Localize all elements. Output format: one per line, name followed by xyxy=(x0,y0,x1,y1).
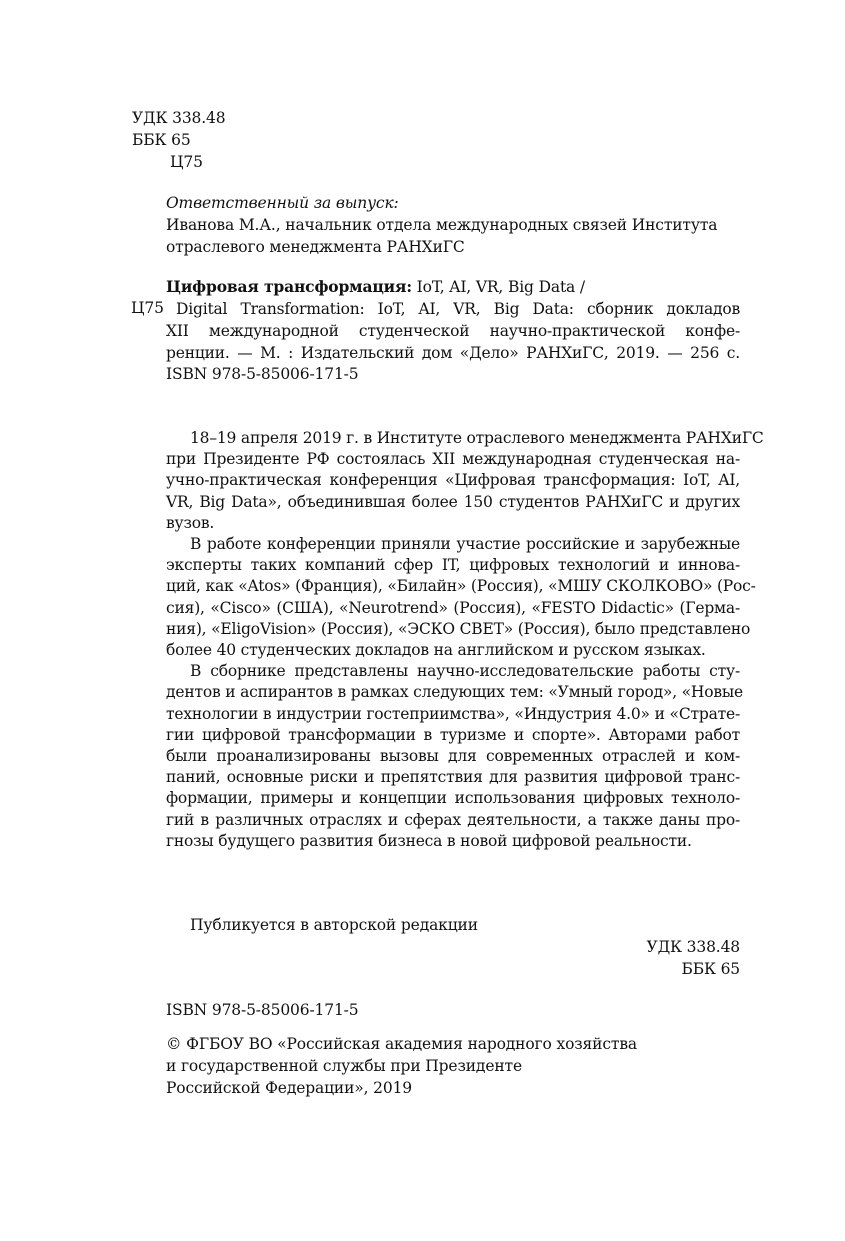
copyright-line-1: © ФГБОУ ВО «Российская академия народного хозяйства xyxy=(166,1035,637,1053)
abstract-p3-line-8: гий в различных отраслях и сферах деятельности, а также даны про- xyxy=(166,810,740,829)
biblio-line-1: Digital Transformation: IoT, AI, VR, Big Data: сборник докладов xyxy=(176,300,740,318)
bbk-code: ББК 65 xyxy=(132,131,191,149)
biblio-title-rest: IoT, AI, VR, Big Data / xyxy=(411,278,585,296)
abstract-p1-line-1: 18–19 апреля 2019 г. в Институте отраслевого менеджмента РАНХиГС xyxy=(190,429,764,447)
responsible-label: Ответственный за выпуск: xyxy=(166,194,399,212)
abstract-p1-line-5: вузов. xyxy=(166,513,215,532)
biblio-description-cont xyxy=(166,320,740,364)
abstract-p2-line-5: ния), «EligoVision» (Россия), «ЭСКО СВЕТ» (Россия), было представлено xyxy=(166,619,751,638)
abstract-p2-line-4: сия), «Cisco» (США), «Neurotrend» (Россия), «FESTO Didactic» (Герма- xyxy=(166,598,740,617)
responsible-line-1: Иванова М.А., начальник отдела международных связей Института xyxy=(166,216,718,234)
abstract-p2-line-6: более 40 студенческих докладов на английском и русском языках. xyxy=(166,641,706,660)
abstract-p1-line-4: VR, Big Data», объединившая более 150 студентов РАНХиГС и других xyxy=(166,492,740,511)
responsible-line-2: отраслевого менеджмента РАНХиГС xyxy=(166,238,465,256)
copyright-line-3: Российской Федерации», 2019 xyxy=(166,1079,413,1097)
abstract-p1-line-3: учно-практическая конференция «Цифровая трансформация: IoT, AI, xyxy=(166,471,740,490)
biblio-title-line xyxy=(166,276,585,298)
publication-note: Публикуется в авторской редакции xyxy=(190,916,478,934)
abstract-p3-line-6: паний, основные риски и препятствия для развития цифровой транс- xyxy=(166,768,740,787)
biblio-side-code: Ц75 xyxy=(131,299,164,317)
biblio-line-3: ренции. — М. : Издательский дом «Дело» РАНХиГС, 2019. — 256 с. xyxy=(166,344,740,362)
author-mark: Ц75 xyxy=(170,153,203,171)
abstract-p3-line-3: технологии в индустрии гостеприимства», «Индустрия 4.0» и «Страте- xyxy=(166,704,740,723)
abstract xyxy=(166,428,764,852)
abstract-p2-line-3: ций, как «Atos» (Франция), «Билайн» (Россия), «МШУ СКОЛКОВО» (Рос- xyxy=(166,577,756,596)
abstract-p3-line-4: гии цифровой трансформации в туризме и спорте». Авторами работ xyxy=(166,725,740,744)
abstract-p2-line-2: эксперты таких компаний сфер IT, цифровых технологий и иннова- xyxy=(166,556,740,575)
footer-isbn: ISBN 978-5-85006-171-5 xyxy=(166,1001,359,1019)
biblio-line-2: XII международной студенческой научно-практической конфе- xyxy=(166,322,740,340)
abstract-p1-line-2: при Президенте РФ состоялась XII международная студенческая на- xyxy=(166,450,740,469)
biblio-isbn: ISBN 978-5-85006-171-5 xyxy=(166,365,359,383)
abstract-p2-line-1: В работе конференции приняли участие российские и зарубежные xyxy=(190,535,740,554)
biblio-title-bold: Цифровая трансформация: xyxy=(166,277,412,296)
abstract-p3-line-5: были проанализированы вызовы для современных отраслей и ком- xyxy=(166,747,740,766)
copyright-line-2: и государственной службы при Президенте xyxy=(166,1057,522,1075)
footer-bbk: ББК 65 xyxy=(681,960,740,978)
udk-code: УДК 338.48 xyxy=(132,109,226,127)
biblio-description xyxy=(176,298,740,320)
abstract-p3-line-9: гнозы будущего развития бизнеса в новой цифровой реальности. xyxy=(166,831,692,850)
abstract-p3-line-1: В сборнике представлены научно-исследовательские работы сту- xyxy=(190,662,740,681)
footer-udk: УДК 338.48 xyxy=(646,938,740,956)
abstract-p3-line-2: дентов и аспирантов в рамках следующих тем: «Умный город», «Новые xyxy=(166,683,744,702)
abstract-p3-line-7: формации, примеры и концепции использования цифровых техноло- xyxy=(166,789,740,808)
